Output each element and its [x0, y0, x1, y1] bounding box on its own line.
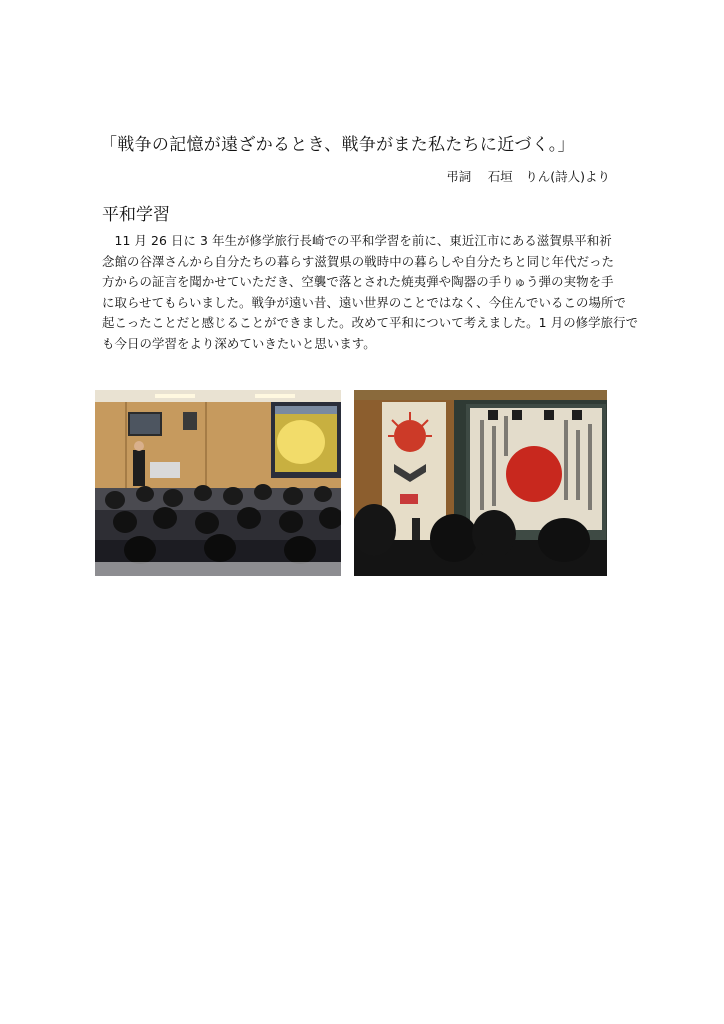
quote: 「戦争の記憶が遠ざかるとき、戦争がまた私たちに近づく。」: [100, 135, 575, 155]
body-line: に取らせてもらいました。戦争が遠い昔、遠い世界のことではなく、今住んでいるこの場所で: [102, 294, 626, 310]
body-paragraph: [102, 231, 639, 355]
lecture-hall-photo: [95, 390, 341, 576]
body-line: 11 月 26 日に 3 年生が修学旅行長崎での平和学習を前に、東近江市にある滋賀県平和祈: [102, 233, 612, 248]
section-title: 平和学習: [102, 205, 170, 225]
body-line: 念館の谷澤さんから自分たちの暮らす滋賀県の戦時中の暮らしや自分たちと同じ年代だった: [102, 253, 615, 269]
attribution: 弔詞 石垣 りん(詩人)より: [446, 169, 610, 184]
body-line: も今日の学習をより深めていきたいと思います。: [102, 335, 376, 351]
body-line: 起こったことだと感じることができました。改めて平和について考えました。1 月の修学旅行で: [102, 315, 639, 331]
body-line: 方からの証言を聞かせていただき、空襲で落とされた焼夷弾や陶器の手りゅう弾の実物を手: [102, 274, 614, 290]
wartime-flags-photo: [354, 390, 607, 576]
